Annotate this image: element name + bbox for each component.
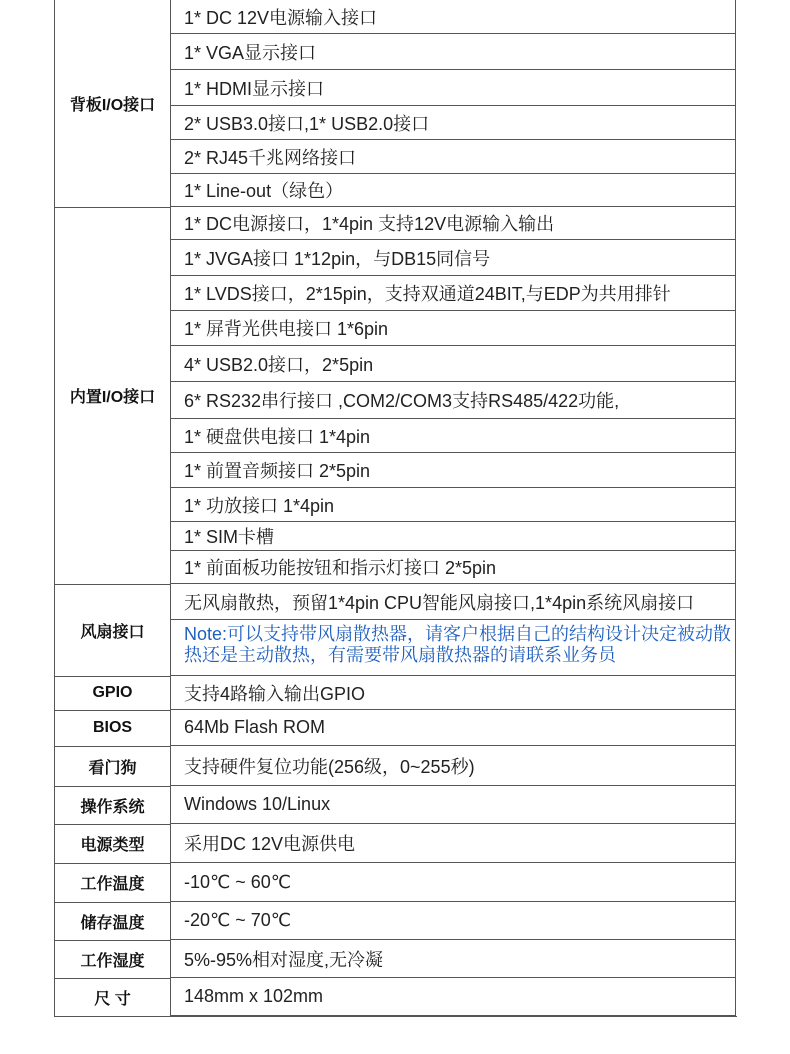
section-divider [54, 207, 170, 208]
section-label: 尺 寸 [54, 978, 170, 1016]
table-bottom-border [54, 1016, 737, 1017]
section-divider [54, 902, 170, 903]
section-label: BIOS [54, 710, 170, 746]
section-label: 电源类型 [54, 824, 170, 863]
spec-value: 1* HDMI显示接口 [170, 70, 736, 106]
spec-value: 2* RJ45千兆网络接口 [170, 140, 736, 174]
section-label: 操作系统 [54, 786, 170, 824]
spec-value: -10℃ ~ 60℃ [170, 863, 736, 902]
section-divider [54, 940, 170, 941]
section-label: 储存温度 [54, 902, 170, 940]
section-label: 工作温度 [54, 863, 170, 902]
spec-value: 支持硬件复位功能(256级，0~255秒) [170, 746, 736, 786]
section-label: GPIO [54, 676, 170, 710]
spec-value: Windows 10/Linux [170, 786, 736, 824]
section-label: 背板I/O接口 [54, 0, 170, 207]
spec-value: 1* JVGA接口 1*12pin，与DB15同信号 [170, 240, 736, 276]
section-divider [54, 584, 170, 585]
section-divider [54, 978, 170, 979]
spec-value: 1* 前面板功能按钮和指示灯接口 2*5pin [170, 551, 736, 584]
spec-value: 1* 功放接口 1*4pin [170, 488, 736, 522]
section-label: 内置I/O接口 [54, 207, 170, 584]
spec-value: 5%-95%相对湿度,无冷凝 [170, 940, 736, 978]
section-label: 工作湿度 [54, 940, 170, 978]
spec-value: 支持4路输入输出GPIO [170, 676, 736, 710]
section-label: 风扇接口 [54, 584, 170, 676]
section-divider [54, 863, 170, 864]
spec-value: 1* DC 12V电源输入接口 [170, 0, 736, 34]
spec-value: 4* USB2.0接口，2*5pin [170, 346, 736, 382]
spec-value: 1* Line-out（绿色） [170, 174, 736, 207]
spec-value: 采用DC 12V电源供电 [170, 824, 736, 863]
section-divider [54, 746, 170, 747]
section-divider [54, 824, 170, 825]
spec-value: 2* USB3.0接口,1* USB2.0接口 [170, 106, 736, 140]
section-label: 看门狗 [54, 746, 170, 786]
spec-value: 64Mb Flash ROM [170, 710, 736, 746]
spec-value: 6* RS232串行接口 ,COM2/COM3支持RS485/422功能, [170, 382, 736, 419]
section-divider [54, 786, 170, 787]
spec-value: 1* 前置音频接口 2*5pin [170, 453, 736, 488]
spec-value: 1* VGA显示接口 [170, 34, 736, 70]
spec-value: 无风扇散热，预留1*4pin CPU智能风扇接口,1*4pin系统风扇接口 [170, 584, 736, 620]
section-divider [54, 710, 170, 711]
spec-value: 1* 硬盘供电接口 1*4pin [170, 419, 736, 453]
spec-value: 1* 屏背光供电接口 1*6pin [170, 311, 736, 346]
spec-value: 148mm x 102mm [170, 978, 736, 1016]
spec-value: 1* LVDS接口，2*15pin，支持双通道24BIT,与EDP为共用排针 [170, 276, 736, 311]
spec-value: -20℃ ~ 70℃ [170, 902, 736, 940]
spec-value: 1* DC电源接口，1*4pin 支持12V电源输入输出 [170, 207, 736, 240]
section-divider [54, 676, 170, 677]
note-text: Note:可以支持带风扇散热器，请客户根据自己的结构设计决定被动散热还是主动散热，有需要带风扇散热器的请联系业务员 [170, 620, 736, 676]
spec-value: 1* SIM卡槽 [170, 522, 736, 551]
